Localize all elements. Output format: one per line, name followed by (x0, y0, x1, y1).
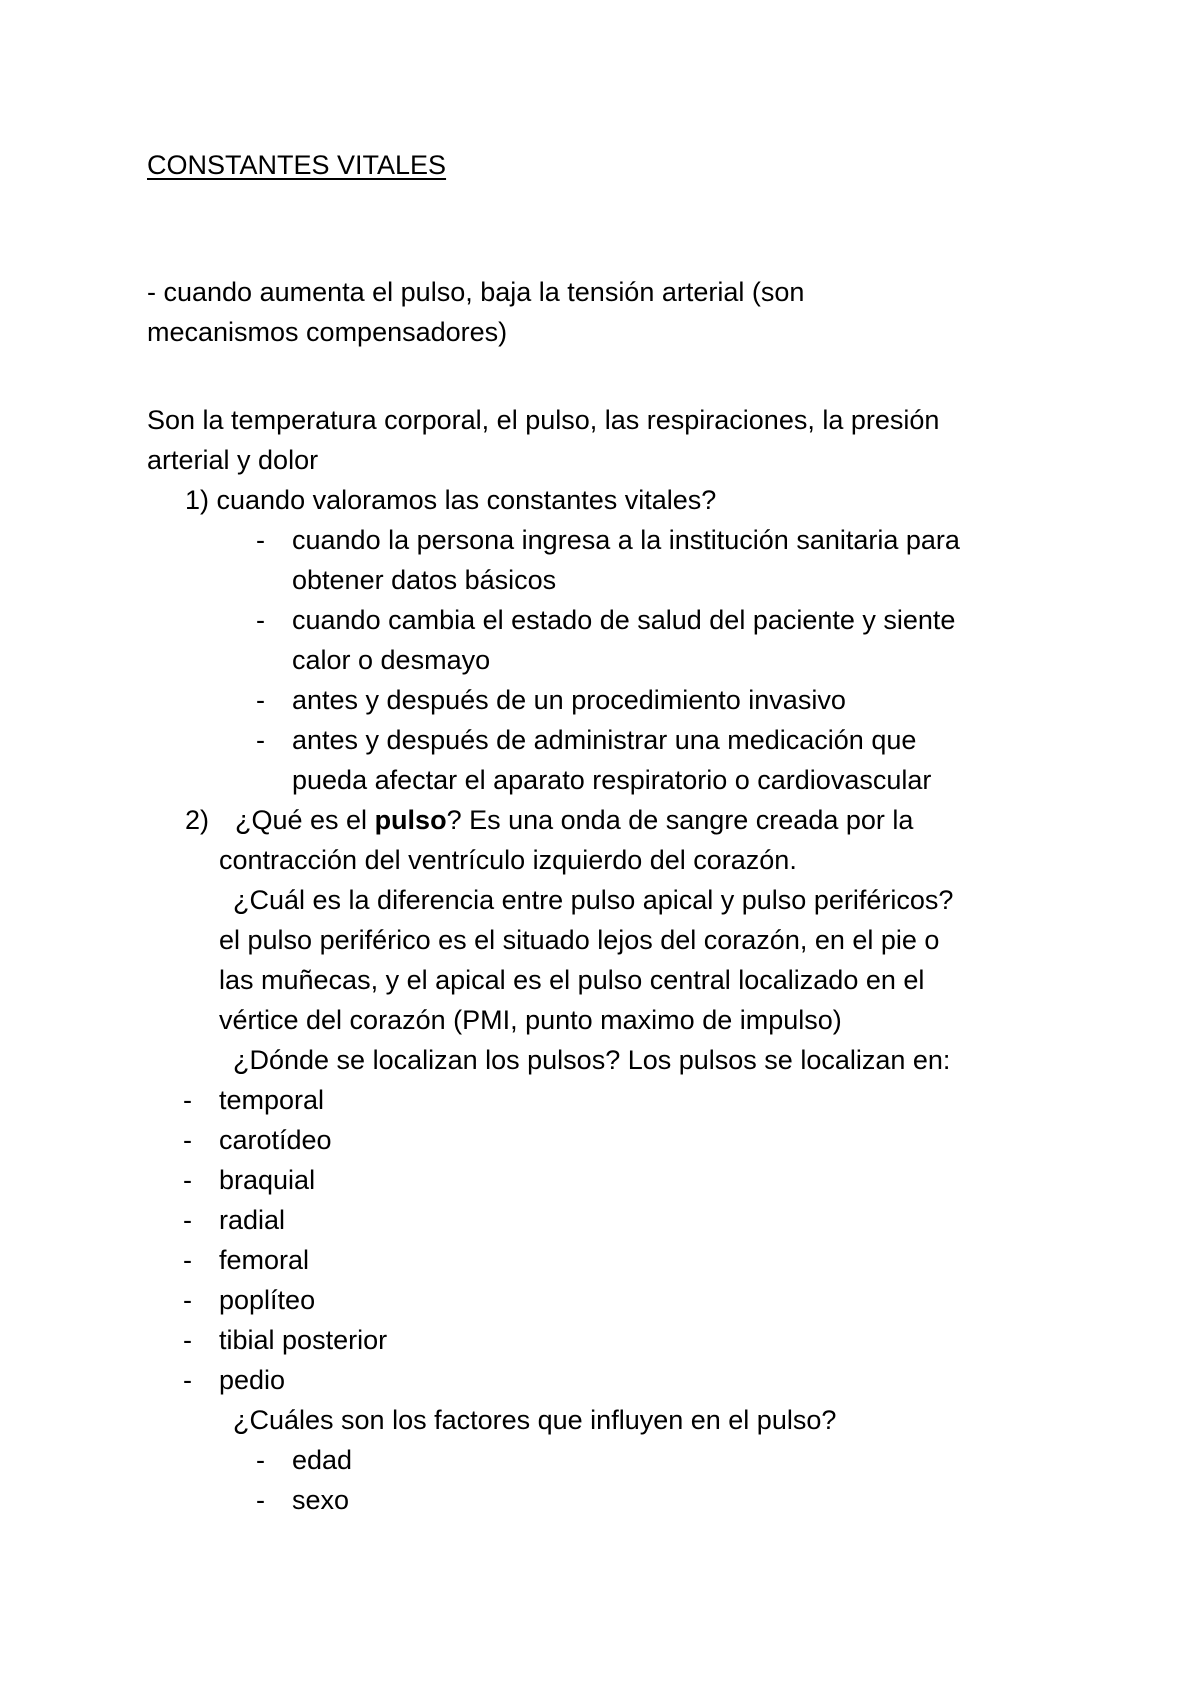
bullet-dash: - (256, 1485, 265, 1515)
bullet-dash: - (183, 1205, 192, 1235)
bullet-dash: - (183, 1245, 192, 1275)
bullet-dash: - (183, 1365, 192, 1395)
question-2-text-pre: ¿Qué es el (235, 805, 375, 835)
question-2-keyword: pulso (374, 805, 447, 835)
bullet-dash: - (183, 1085, 192, 1115)
intro-note-line-1: - cuando aumenta el pulso, baja la tensión arterial (son (147, 277, 805, 307)
list-item-continuation: pueda afectar el aparato respiratorio o cardiovascular (292, 765, 932, 795)
apical-question: ¿Cuál es la diferencia entre pulso apical y pulso periféricos? (233, 885, 954, 915)
bullet-dash: - (183, 1125, 192, 1155)
list-item: sexo (292, 1485, 350, 1515)
list-item: edad (292, 1445, 353, 1475)
list-item: antes y después de un procedimiento invasivo (292, 685, 846, 715)
bullet-dash: - (183, 1285, 192, 1315)
locations-question: ¿Dónde se localizan los pulsos? Los pulsos se localizan en: (233, 1045, 951, 1075)
apical-answer-line-1: el pulso periférico es el situado lejos del corazón, en el pie o (219, 925, 940, 955)
apical-answer-line-3: vértice del corazón (PMI, punto maximo de impulso) (219, 1005, 842, 1035)
bullet-dash: - (256, 605, 265, 635)
bullet-dash: - (183, 1165, 192, 1195)
bullet-dash: - (256, 685, 265, 715)
question-2-number: 2) (185, 805, 210, 835)
question-2-line-1 (235, 800, 913, 840)
question-1-label: 1) cuando valoramos las constantes vitales? (185, 485, 717, 515)
list-item: femoral (219, 1245, 310, 1275)
factors-question: ¿Cuáles son los factores que influyen en el pulso? (233, 1405, 837, 1435)
list-item: cuando la persona ingresa a la institución sanitaria para (292, 525, 960, 555)
list-item: cuando cambia el estado de salud del paciente y siente (292, 605, 956, 635)
list-item: radial (219, 1205, 286, 1235)
bullet-dash: - (256, 725, 265, 755)
list-item: braquial (219, 1165, 316, 1195)
question-2-line-2: contracción del ventrículo izquierdo del corazón. (219, 845, 797, 875)
list-item-continuation: obtener datos básicos (292, 565, 557, 595)
bullet-dash: - (256, 525, 265, 555)
page-title: CONSTANTES VITALES (147, 150, 447, 180)
list-item: temporal (219, 1085, 325, 1115)
bullet-dash: - (256, 1445, 265, 1475)
list-item: tibial posterior (219, 1325, 388, 1355)
list-item: poplíteo (219, 1285, 316, 1315)
definition-line-2: arterial y dolor (147, 445, 319, 475)
list-item: carotídeo (219, 1125, 332, 1155)
list-item: antes y después de administrar una medicación que (292, 725, 917, 755)
list-item: pedio (219, 1365, 286, 1395)
bullet-dash: - (183, 1325, 192, 1355)
intro-note-line-2: mecanismos compensadores) (147, 317, 508, 347)
apical-answer-line-2: las muñecas, y el apical es el pulso central localizado en el (219, 965, 925, 995)
question-2-text-post: ? Es una onda de sangre creada por la (446, 805, 914, 835)
definition-line-1: Son la temperatura corporal, el pulso, las respiraciones, la presión (147, 405, 940, 435)
list-item-continuation: calor o desmayo (292, 645, 491, 675)
